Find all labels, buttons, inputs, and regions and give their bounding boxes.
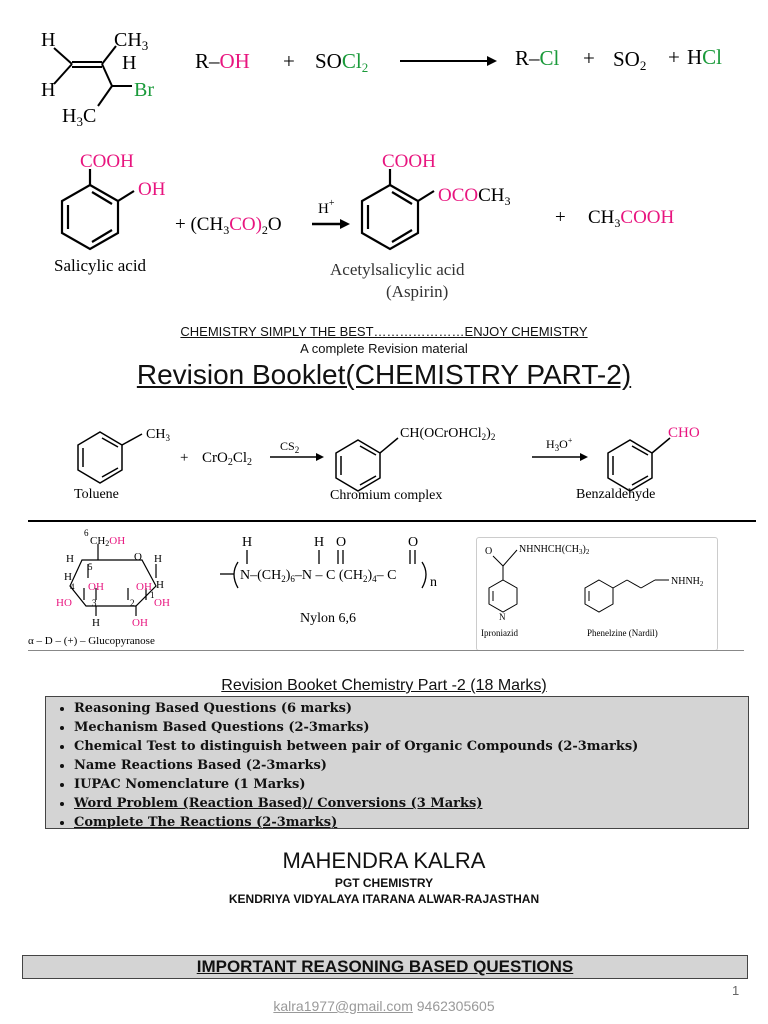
alkene-ch3: $CH_3$ — [114, 29, 149, 53]
hcl: HCl — [687, 45, 723, 69]
cooh-label-2: COOH — [382, 151, 436, 172]
aspirin-alias: (Aspirin) — [386, 282, 449, 301]
nylon-structure — [216, 526, 476, 646]
svg-text:H: H — [156, 579, 164, 591]
reaction-arrow — [316, 453, 324, 461]
cho-label: CHO — [668, 425, 700, 441]
svg-text:4: 4 — [70, 582, 75, 592]
topic-item: • Word Problem (Reaction Based)/ Conversions (3 Marks) — [74, 794, 740, 813]
topic-item: • Chemical Test to distinguish between pair of Organic Compounds (2-3marks) — [74, 737, 740, 756]
oh-group: OH — [219, 49, 250, 73]
h3o-reagent: $H_3O^+$ — [546, 436, 573, 453]
topic-item: • Complete The Reactions (2-3marks) — [74, 813, 740, 832]
alkene-h-mid: H — [122, 52, 137, 74]
etard-plus: + — [180, 450, 189, 466]
benzaldehyde-label: Benzaldehyde — [576, 487, 656, 502]
etard-reaction — [70, 420, 720, 505]
benzene-ring-icon — [362, 169, 434, 249]
r-group: R– — [195, 49, 220, 73]
thionyl-chloride: SOCl2 — [315, 49, 369, 75]
toluene-label: Toluene — [74, 487, 119, 502]
svg-text:HO: HO — [56, 597, 72, 609]
benzene-ring-icon — [78, 432, 122, 483]
alkene-h3c: $H_3C$ — [62, 105, 97, 129]
socl2-reaction — [195, 40, 740, 84]
author-name: MAHENDRA KALRA — [282, 848, 486, 873]
svg-text:H: H — [92, 617, 100, 629]
svg-text:O: O — [134, 551, 142, 563]
reaction-arrow — [580, 453, 588, 461]
etard-ch3: $CH_3$ — [146, 427, 170, 443]
topic-item: • IUPAC Nomenclature (1 Marks) — [74, 775, 740, 794]
page-number: 1 — [732, 983, 740, 998]
reaction-arrow — [340, 219, 350, 229]
footer — [0, 998, 768, 1014]
topic-item: • Name Reactions Based (2-3marks) — [74, 756, 740, 775]
benzene-ring-icon — [336, 440, 380, 491]
plus-sign: + — [283, 49, 295, 73]
catalyst-h-plus: H+ — [318, 198, 335, 217]
ococh3-label: $OCOCH_3$ — [438, 185, 511, 208]
phone-number: 9462305605 — [412, 998, 495, 1014]
acetic-acid: $CH_3COOH$ — [588, 207, 675, 230]
svg-text:6: 6 — [84, 528, 89, 538]
oh-label: OH — [138, 179, 166, 200]
topics-box — [45, 696, 749, 829]
svg-text:O: O — [408, 535, 419, 550]
salicylic-acid-label: Salicylic acid — [54, 256, 147, 275]
topic-item: • Reasoning Based Questions (6 marks) — [74, 699, 740, 718]
svg-text:3: 3 — [92, 598, 97, 608]
section-heading: IMPORTANT REASONING BASED QUESTIONS — [22, 955, 748, 979]
sulfur-dioxide: SO2 — [613, 47, 647, 73]
cooh-label: COOH — [80, 151, 134, 172]
divider-line — [28, 520, 756, 522]
svg-text:H: H — [66, 553, 74, 565]
iproniazid-label: Iproniazid — [481, 628, 518, 638]
nhnh-label: $NHNHCH(CH_3)_2$ — [519, 544, 590, 556]
acetic-anhydride: + $(CH_3CO)_2O$ — [175, 214, 282, 237]
svg-text:H: H — [154, 553, 162, 565]
chromyl-chloride: $CrO_2Cl_2$ — [202, 450, 253, 468]
cl-product: Cl — [539, 46, 560, 70]
svg-text:OH: OH — [88, 581, 104, 593]
divider-line-thin — [28, 650, 744, 651]
svg-text:R–Cl — [515, 46, 560, 70]
r-group-product: R– — [515, 46, 540, 70]
nylon-chain: $N-(CH_2)_6-N$ – C $(CH_2)_4-$ C — [240, 568, 397, 584]
cs2-solvent: $CS_2$ — [280, 439, 300, 455]
acetylsalicylic-acid-label: Acetylsalicylic acid — [330, 260, 465, 279]
svg-text:OH: OH — [132, 617, 148, 629]
svg-text:OH: OH — [136, 581, 152, 593]
author-school: KENDRIYA VIDYALAYA ITARANA ALWAR-RAJASTHAN — [228, 892, 540, 906]
benzene-ring-icon — [62, 169, 134, 249]
svg-text:H: H — [314, 535, 325, 550]
svg-text:R–OH — [195, 49, 250, 73]
subtitle: A complete Revision material — [300, 341, 468, 356]
benzene-ring-icon — [608, 440, 652, 491]
marks-title: Revision Booket Chemistry Part -2 (18 Marks) — [221, 677, 547, 694]
reaction-arrow — [487, 56, 497, 66]
alkene-h-bottom: H — [41, 79, 56, 101]
svg-text:2: 2 — [130, 598, 135, 608]
drugs-structure-panel — [476, 537, 718, 651]
svg-text:5: 5 — [88, 562, 93, 572]
plus-sign: + — [555, 207, 566, 228]
alkene-br: Br — [134, 79, 154, 101]
email-link[interactable]: kalra1977@gmail.com — [273, 998, 413, 1014]
chromium-complex-label: Chromium complex — [330, 488, 443, 503]
nhnh2-label: $NHNH_2$ — [671, 576, 704, 588]
topic-item: • Mechanism Based Questions (2-3marks) — [74, 718, 740, 737]
plus-sign-2: + — [583, 46, 595, 70]
svg-text:N: N — [499, 612, 506, 622]
svg-text:O: O — [336, 535, 347, 550]
alkene-structure — [36, 24, 166, 130]
alkene-h-top: H — [41, 29, 56, 51]
plus-sign-3: + — [668, 45, 680, 69]
svg-text:O: O — [485, 546, 493, 557]
phenelzine-label: Phenelzine (Nardil) — [587, 628, 658, 638]
svg-text:H: H — [242, 535, 253, 550]
svg-text:H: H — [64, 571, 72, 583]
nylon-label: Nylon 6,6 — [300, 611, 356, 626]
page-title: Revision Booklet(CHEMISTRY PART-2) — [136, 359, 632, 390]
chromium-complex-formula: $CH(OCrOHCl_2)_2$ — [400, 426, 496, 442]
tagline: CHEMISTRY SIMPLY THE BEST…………………ENJOY CHEMISTRY — [180, 324, 588, 339]
svg-text:1: 1 — [150, 590, 155, 600]
glucopyranose-structure — [26, 526, 206, 650]
svg-text:OH: OH — [154, 597, 170, 609]
svg-text:n: n — [430, 575, 437, 590]
aspirin-reaction — [50, 145, 710, 305]
glucopyranose-label: α – D – (+) – Glucopyranose — [28, 635, 155, 647]
author-designation: PGT CHEMISTRY — [334, 876, 434, 890]
ch2oh-label: CH2OH — [90, 535, 126, 548]
